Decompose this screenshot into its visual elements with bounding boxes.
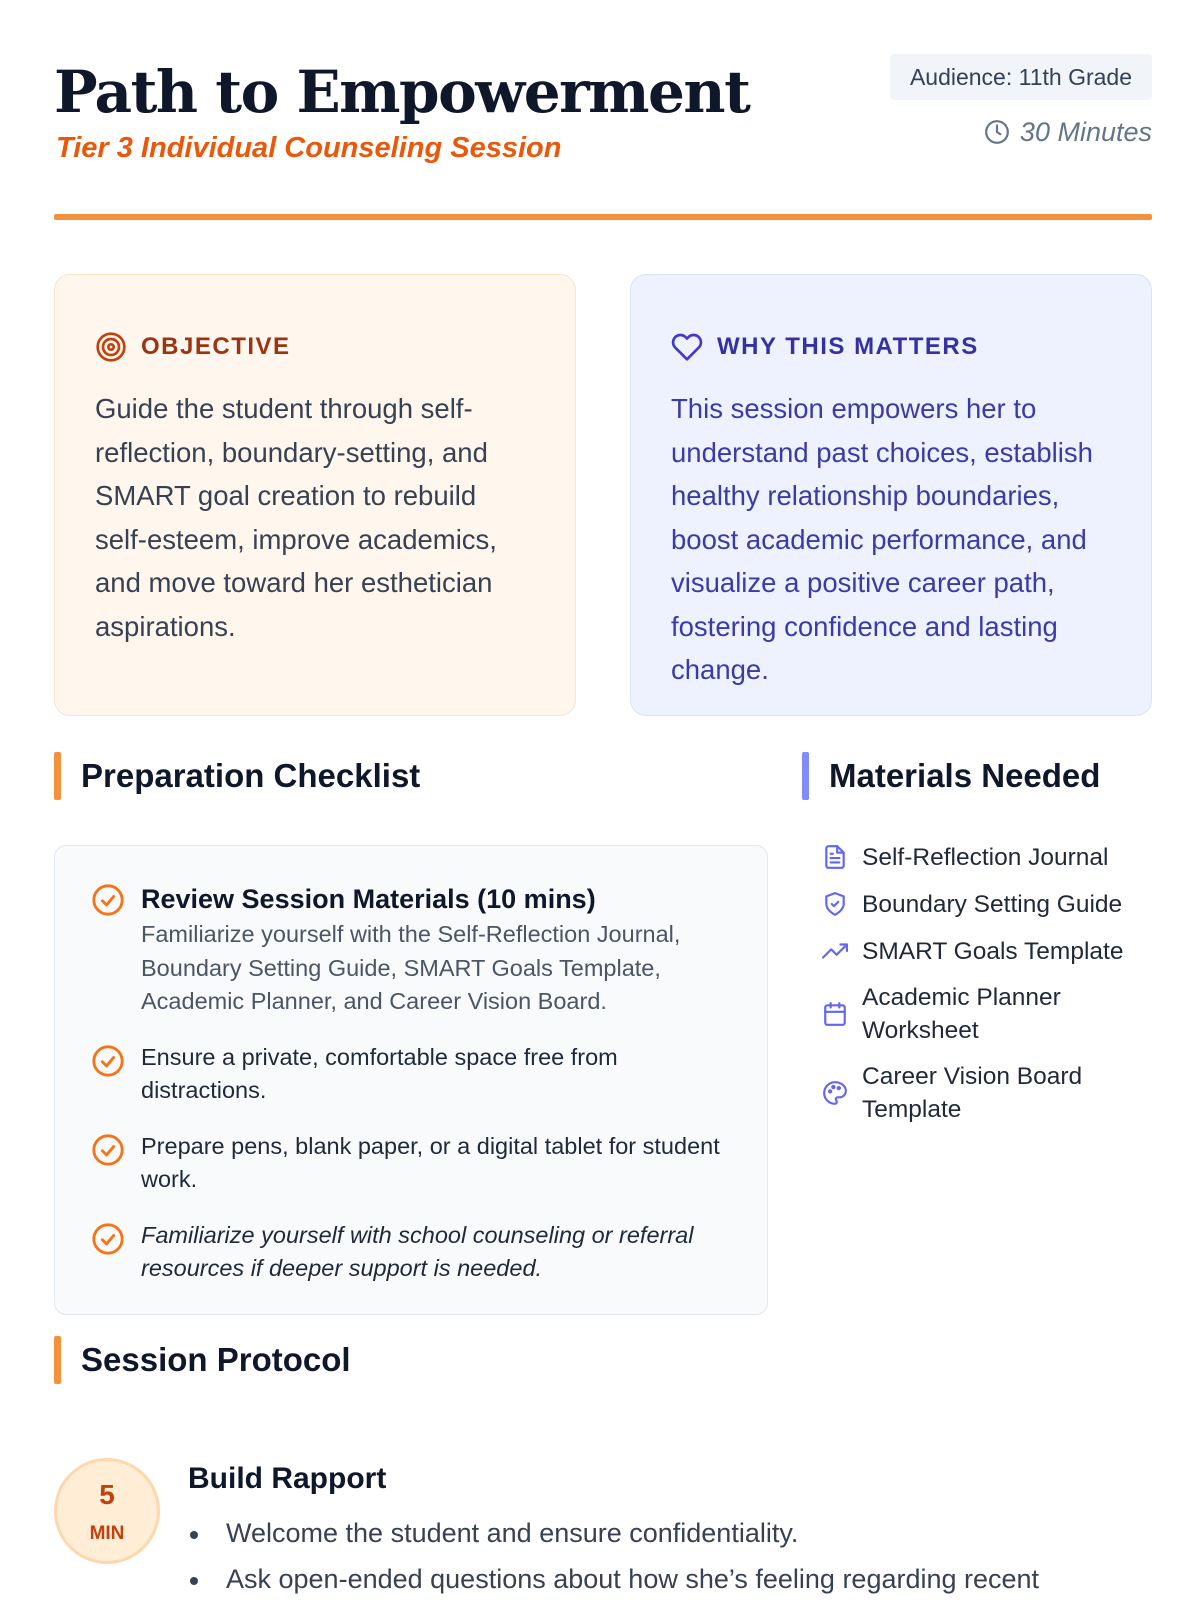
header bbox=[54, 52, 1152, 172]
step-bullet: Ask open-ended questions about how she’s feeling regarding recent bbox=[188, 1556, 1152, 1600]
step-bullet: Welcome the student and ensure confidentiality. bbox=[188, 1510, 1152, 1556]
heading-accent-bar bbox=[802, 752, 809, 800]
protocol-heading-text: Session Protocol bbox=[81, 1341, 351, 1378]
material-label: Career Vision Board Template bbox=[862, 1063, 1083, 1123]
page-title: Path to Empowerment bbox=[54, 58, 750, 126]
duration-text: 30 Minutes bbox=[1019, 116, 1152, 147]
audience-badge: Audience: 11th Grade bbox=[890, 54, 1152, 100]
checklist-heading bbox=[54, 752, 420, 800]
why-heading bbox=[671, 329, 1111, 365]
checklist-item bbox=[91, 1219, 731, 1286]
check-circle-icon bbox=[91, 1133, 125, 1167]
material-label: Boundary Setting Guide bbox=[862, 890, 1123, 918]
step-duration-number: 5 bbox=[99, 1479, 115, 1510]
preparation-checklist bbox=[54, 845, 768, 1315]
materials-list bbox=[822, 840, 1152, 1139]
material-label: SMART Goals Template bbox=[862, 937, 1124, 965]
checklist-item-text: Familiarize yourself with school counseling or referral resources if deeper support is needed. bbox=[141, 1221, 694, 1281]
duration-info bbox=[984, 114, 1152, 150]
checklist-heading-text: Preparation Checklist bbox=[81, 757, 421, 794]
step-duration-badge bbox=[54, 1458, 160, 1564]
why-this-matters-card bbox=[630, 274, 1152, 716]
objective-heading bbox=[95, 329, 535, 365]
check-circle-icon bbox=[91, 1222, 125, 1256]
check-circle-icon bbox=[91, 883, 125, 917]
step-bullet-list bbox=[188, 1510, 1152, 1600]
checklist-item-text: Prepare pens, blank paper, or a digital tablet for student work. bbox=[141, 1132, 720, 1192]
calendar-icon bbox=[822, 1001, 848, 1027]
material-label: Academic Planner Worksheet bbox=[862, 984, 1061, 1044]
heading-accent-bar bbox=[54, 752, 61, 800]
checklist-item-title: Review Session Materials (10 mins) bbox=[141, 884, 596, 914]
objective-text: Guide the student through self-reflection, boundary-setting, and SMART goal creation to rebuild self-esteem, improve academics, and move toward her esthetician aspirations. bbox=[95, 393, 497, 642]
protocol-heading bbox=[54, 1336, 351, 1384]
header-divider bbox=[54, 214, 1152, 220]
materials-heading-text: Materials Needed bbox=[829, 757, 1101, 794]
checklist-item bbox=[91, 1130, 731, 1197]
material-label: Self-Reflection Journal bbox=[862, 843, 1109, 871]
checklist-item-text: Ensure a private, comfortable space free from distractions. bbox=[141, 1043, 618, 1103]
objective-label: OBJECTIVE bbox=[141, 333, 291, 360]
why-text: This session empowers her to understand past choices, establish healthy relationship boundaries, boost academic performance, and visualize a positive career path, fostering confidence and lasting change. bbox=[671, 393, 1093, 685]
shield-check-icon bbox=[822, 891, 848, 917]
material-item bbox=[822, 1060, 1152, 1126]
material-item bbox=[822, 981, 1152, 1047]
checklist-item bbox=[91, 880, 731, 1019]
clock-icon bbox=[984, 119, 1010, 145]
session-plan-page bbox=[54, 0, 1152, 1600]
document-icon bbox=[822, 844, 848, 870]
material-item bbox=[822, 887, 1152, 921]
heart-icon bbox=[671, 331, 703, 363]
check-circle-icon bbox=[91, 1044, 125, 1078]
step-title: Build Rapport bbox=[188, 1462, 387, 1495]
objective-card bbox=[54, 274, 576, 716]
palette-icon bbox=[822, 1080, 848, 1106]
step-duration-unit: MIN bbox=[89, 1523, 125, 1544]
material-item bbox=[822, 934, 1152, 968]
page-subtitle: Tier 3 Individual Counseling Session bbox=[56, 132, 562, 164]
why-label: WHY THIS MATTERS bbox=[717, 333, 979, 360]
checklist-item bbox=[91, 1041, 731, 1108]
material-item bbox=[822, 840, 1152, 874]
checklist-item-text: Familiarize yourself with the Self-Reflection Journal, Boundary Setting Guide, SMART Goals Template, Academic Planner, and Career Vision Board. bbox=[141, 921, 681, 1014]
heading-accent-bar bbox=[54, 1336, 61, 1384]
materials-heading bbox=[802, 752, 1100, 800]
target-icon bbox=[95, 331, 127, 363]
trending-up-icon bbox=[822, 938, 848, 964]
